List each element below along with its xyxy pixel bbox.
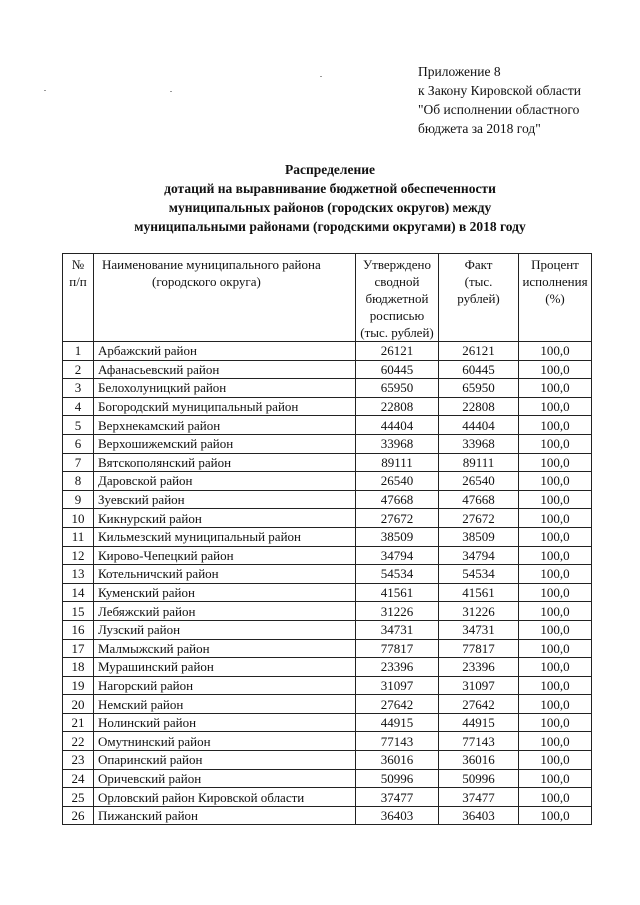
header-plan: [356, 254, 439, 342]
table-row: [63, 806, 592, 825]
row-actual-amount: 41561: [439, 583, 519, 602]
header-text: (городского округа): [152, 274, 261, 289]
row-actual-amount: 27642: [439, 695, 519, 714]
row-district-name: Орловский район Кировской области: [94, 788, 356, 807]
row-execution-percent: 100,0: [519, 360, 592, 379]
row-number: 4: [63, 397, 94, 416]
row-actual-amount: 36016: [439, 751, 519, 770]
document-title: [100, 160, 560, 236]
row-planned-amount: 65950: [356, 379, 439, 398]
row-number: 9: [63, 490, 94, 509]
header-num: [63, 254, 94, 342]
row-execution-percent: 100,0: [519, 620, 592, 639]
row-district-name: Кильмезский муниципальный район: [94, 527, 356, 546]
row-planned-amount: 38509: [356, 527, 439, 546]
row-execution-percent: 100,0: [519, 732, 592, 751]
table-row: [63, 732, 592, 751]
row-number: 8: [63, 472, 94, 491]
row-district-name: Даровской район: [94, 472, 356, 491]
row-number: 12: [63, 546, 94, 565]
title-line: муниципальными районами (городскими округами) в 2018 году: [134, 219, 526, 234]
row-actual-amount: 44915: [439, 713, 519, 732]
row-execution-percent: 100,0: [519, 509, 592, 528]
row-planned-amount: 54534: [356, 565, 439, 584]
row-execution-percent: 100,0: [519, 751, 592, 770]
row-actual-amount: 65950: [439, 379, 519, 398]
row-execution-percent: 100,0: [519, 583, 592, 602]
row-district-name: Опаринский район: [94, 751, 356, 770]
row-number: 6: [63, 434, 94, 453]
row-number: 16: [63, 620, 94, 639]
row-actual-amount: 26540: [439, 472, 519, 491]
title-line: муниципальных районов (городских округов) между: [168, 200, 492, 215]
table-body: [63, 342, 592, 825]
row-execution-percent: 100,0: [519, 695, 592, 714]
row-number: 3: [63, 379, 94, 398]
table-row: [63, 509, 592, 528]
row-planned-amount: 37477: [356, 788, 439, 807]
header-text: (тыс. рублей): [457, 274, 500, 306]
row-district-name: Пижанский район: [94, 806, 356, 825]
header-text: Утверждено: [362, 257, 432, 272]
row-execution-percent: 100,0: [519, 490, 592, 509]
row-planned-amount: 50996: [356, 769, 439, 788]
row-planned-amount: 27672: [356, 509, 439, 528]
row-number: 13: [63, 565, 94, 584]
row-execution-percent: 100,0: [519, 713, 592, 732]
row-district-name: Котельничский район: [94, 565, 356, 584]
row-actual-amount: 34731: [439, 620, 519, 639]
row-planned-amount: 60445: [356, 360, 439, 379]
row-number: 1: [63, 342, 94, 361]
header-name: [94, 254, 356, 342]
row-number: 22: [63, 732, 94, 751]
row-planned-amount: 34794: [356, 546, 439, 565]
row-execution-percent: 100,0: [519, 379, 592, 398]
header-text: сводной: [374, 274, 420, 289]
row-actual-amount: 60445: [439, 360, 519, 379]
row-number: 19: [63, 676, 94, 695]
row-execution-percent: 100,0: [519, 658, 592, 677]
row-planned-amount: 36403: [356, 806, 439, 825]
table-row: [63, 546, 592, 565]
header-text: росписью: [369, 308, 425, 323]
table-row: [63, 416, 592, 435]
scan-speck: [44, 90, 46, 91]
row-planned-amount: 41561: [356, 583, 439, 602]
row-number: 25: [63, 788, 94, 807]
row-number: 17: [63, 639, 94, 658]
row-actual-amount: 89111: [439, 453, 519, 472]
row-execution-percent: 100,0: [519, 397, 592, 416]
row-execution-percent: 100,0: [519, 565, 592, 584]
row-actual-amount: 50996: [439, 769, 519, 788]
table-row: [63, 379, 592, 398]
row-number: 26: [63, 806, 94, 825]
row-execution-percent: 100,0: [519, 769, 592, 788]
row-execution-percent: 100,0: [519, 472, 592, 491]
row-number: 7: [63, 453, 94, 472]
row-execution-percent: 100,0: [519, 639, 592, 658]
header-text: Наименование муниципального района: [102, 257, 321, 272]
row-execution-percent: 100,0: [519, 416, 592, 435]
scan-speck: [320, 76, 322, 77]
table-row: [63, 360, 592, 379]
table-row: [63, 639, 592, 658]
appendix-line: к Закону Кировской области: [418, 83, 582, 98]
subsidy-table: [62, 253, 592, 825]
row-number: 21: [63, 713, 94, 732]
row-planned-amount: 33968: [356, 434, 439, 453]
row-district-name: Кикнурский район: [94, 509, 356, 528]
row-planned-amount: 26540: [356, 472, 439, 491]
row-district-name: Арбажский район: [94, 342, 356, 361]
row-number: 24: [63, 769, 94, 788]
table-row: [63, 695, 592, 714]
table-row: [63, 397, 592, 416]
header-text: №: [71, 257, 85, 272]
row-district-name: Верхнекамский район: [94, 416, 356, 435]
table-row: [63, 658, 592, 677]
row-district-name: Белохолуницкий район: [94, 379, 356, 398]
row-number: 18: [63, 658, 94, 677]
row-district-name: Зуевский район: [94, 490, 356, 509]
row-actual-amount: 22808: [439, 397, 519, 416]
row-execution-percent: 100,0: [519, 676, 592, 695]
row-execution-percent: 100,0: [519, 434, 592, 453]
row-district-name: Богородский муниципальный район: [94, 397, 356, 416]
row-district-name: Куменский район: [94, 583, 356, 602]
table-row: [63, 713, 592, 732]
row-number: 2: [63, 360, 94, 379]
table-header-row: [63, 254, 592, 342]
row-execution-percent: 100,0: [519, 788, 592, 807]
title-line: Распределение: [284, 162, 376, 177]
row-district-name: Нагорский район: [94, 676, 356, 695]
row-planned-amount: 47668: [356, 490, 439, 509]
title-line: дотаций на выравнивание бюджетной обеспеченности: [164, 181, 496, 196]
header-text: исполнения: [522, 274, 588, 289]
header-text: п/п: [69, 274, 87, 289]
header-text: (тыс. рублей): [360, 325, 434, 340]
row-actual-amount: 23396: [439, 658, 519, 677]
row-number: 23: [63, 751, 94, 770]
row-district-name: Омутнинский район: [94, 732, 356, 751]
row-planned-amount: 44915: [356, 713, 439, 732]
row-execution-percent: 100,0: [519, 527, 592, 546]
table-row: [63, 565, 592, 584]
row-planned-amount: 23396: [356, 658, 439, 677]
table-row: [63, 788, 592, 807]
row-district-name: Оричевский район: [94, 769, 356, 788]
row-district-name: Немский район: [94, 695, 356, 714]
row-district-name: Малмыжский район: [94, 639, 356, 658]
header-pct: [519, 254, 592, 342]
row-planned-amount: 36016: [356, 751, 439, 770]
row-actual-amount: 47668: [439, 490, 519, 509]
row-district-name: Вятскополянский район: [94, 453, 356, 472]
row-actual-amount: 77143: [439, 732, 519, 751]
row-district-name: Лебяжский район: [94, 602, 356, 621]
row-execution-percent: 100,0: [519, 546, 592, 565]
header-fact: [439, 254, 519, 342]
table-row: [63, 434, 592, 453]
row-planned-amount: 77817: [356, 639, 439, 658]
appendix-header: [418, 62, 581, 138]
header-text: Процент: [531, 257, 579, 272]
row-planned-amount: 34731: [356, 620, 439, 639]
row-planned-amount: 31226: [356, 602, 439, 621]
row-actual-amount: 26121: [439, 342, 519, 361]
table-row: [63, 769, 592, 788]
row-number: 10: [63, 509, 94, 528]
table-row: [63, 490, 592, 509]
row-number: 15: [63, 602, 94, 621]
row-actual-amount: 33968: [439, 434, 519, 453]
appendix-line: Приложение 8: [418, 64, 501, 79]
header-text: бюджетной: [365, 291, 429, 306]
row-district-name: Афанасьевский район: [94, 360, 356, 379]
row-planned-amount: 22808: [356, 397, 439, 416]
table-row: [63, 342, 592, 361]
header-text: (%): [545, 291, 565, 306]
table-row: [63, 602, 592, 621]
table-row: [63, 583, 592, 602]
row-district-name: Лузский район: [94, 620, 356, 639]
row-actual-amount: 27672: [439, 509, 519, 528]
row-actual-amount: 36403: [439, 806, 519, 825]
row-district-name: Верхошижемский район: [94, 434, 356, 453]
row-actual-amount: 44404: [439, 416, 519, 435]
table-row: [63, 453, 592, 472]
row-number: 20: [63, 695, 94, 714]
row-number: 11: [63, 527, 94, 546]
row-planned-amount: 26121: [356, 342, 439, 361]
row-execution-percent: 100,0: [519, 342, 592, 361]
row-execution-percent: 100,0: [519, 806, 592, 825]
row-planned-amount: 31097: [356, 676, 439, 695]
table-row: [63, 620, 592, 639]
row-actual-amount: 34794: [439, 546, 519, 565]
scan-speck: [170, 91, 172, 92]
row-execution-percent: 100,0: [519, 602, 592, 621]
table-row: [63, 527, 592, 546]
row-actual-amount: 31226: [439, 602, 519, 621]
row-number: 14: [63, 583, 94, 602]
table-row: [63, 676, 592, 695]
row-district-name: Мурашинский район: [94, 658, 356, 677]
table-row: [63, 472, 592, 491]
row-planned-amount: 77143: [356, 732, 439, 751]
row-execution-percent: 100,0: [519, 453, 592, 472]
header-text: Факт: [464, 257, 493, 272]
row-actual-amount: 54534: [439, 565, 519, 584]
row-planned-amount: 89111: [356, 453, 439, 472]
row-district-name: Нолинский район: [94, 713, 356, 732]
row-actual-amount: 37477: [439, 788, 519, 807]
row-planned-amount: 44404: [356, 416, 439, 435]
appendix-line: бюджета за 2018 год": [418, 121, 541, 136]
row-actual-amount: 38509: [439, 527, 519, 546]
row-planned-amount: 27642: [356, 695, 439, 714]
table-row: [63, 751, 592, 770]
appendix-line: "Об исполнении областного: [418, 102, 580, 117]
row-district-name: Кирово-Чепецкий район: [94, 546, 356, 565]
row-number: 5: [63, 416, 94, 435]
row-actual-amount: 77817: [439, 639, 519, 658]
row-actual-amount: 31097: [439, 676, 519, 695]
